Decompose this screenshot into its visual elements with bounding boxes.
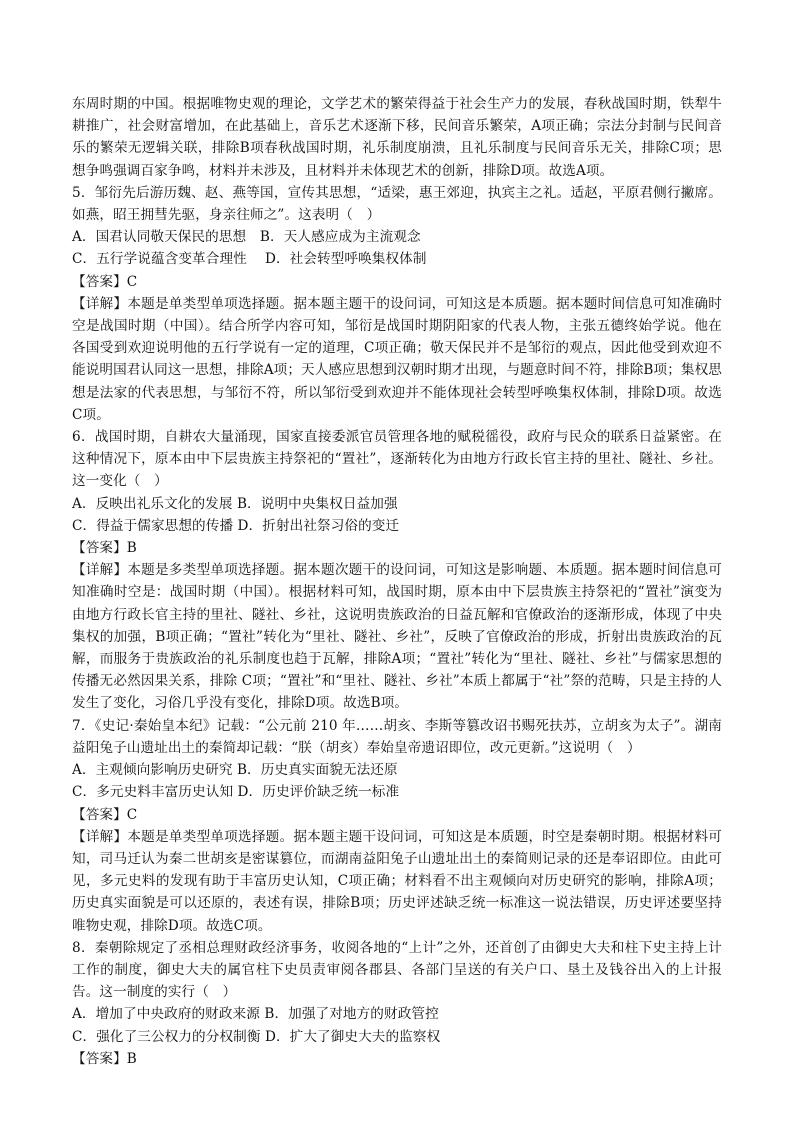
question-stem: 8．秦朝除规定了丞相总理财政经济事务，收阅各地的“上计”之外，还首创了由御史大夫和柱下史主持上计工作的制度，御史大夫的属官柱下史员责审阅各郡县、各部门呈送的有关户口、垦土及钱谷出入的上计报告。这一制度的实行（ ） (72, 939, 722, 1001)
option-row: A．反映出礼乐文化的发展 B．说明中央集权日益加强 (72, 495, 398, 512)
document-page (72, 93, 722, 1070)
detail-paragraph: 【详解】本题是多类型单项选择题。据本题次题干的设问词，可知这是影响题、本质题。据本题时间信息可知准确时空是：战国时期（中国）。根据材料可知，战国时期，原本由中下层贵族主持祭祀的“置社”演变为由地方行政长官主持的里社、隧社、乡社，这说明贵族政治的日益瓦解和官僚政治的逐渐形成，体现了中央集权的加强，B项正确；“置社”转化为“里社、隧社、乡社”，反映了官僚政治的形成，折射出贵族政治的瓦解，而服务于贵族政治的礼乐制度也趋于瓦解，排除A项；“置社”转化为“里社、隧社、乡社”与儒家思想的传播无必然因果关系，排除 C项；“置社”和“里社、隧社、乡社”本质上都属于“社”祭的范畴，只是主持的人发生了变化，习俗几乎没有变化，排除D项。故选B项。 (72, 562, 722, 712)
option-row: A．增加了中央政府的财政来源 B．加强了对地方的财政管控 (72, 1006, 439, 1023)
answer-label: 【答案】C (72, 273, 138, 290)
question-5 (72, 182, 722, 426)
question-stem: 5．邹衍先后游历魏、赵、燕等国，宣传其思想，“适梁，惠王郊迎，执宾主之礼。适赵，平原君侧行撇席。如燕，昭王拥彗先驱，身亲往师之”。这表明（ ） (72, 184, 722, 224)
question-stem: 7．《史记·秦始皇本纪》记载：“公元前 210 年……胡亥、李斯等篡改诏书赐死扶苏，立胡亥为太子”。湖南益阳兔子山遗址出土的秦简却记载：“朕（胡亥）奉始皇帝遗诏即位，改元更新。”这说明（ ） (72, 717, 722, 756)
option-row: A．国君认同敬天保民的思想 B．天人感应成为主流观念 (72, 229, 421, 246)
detail-paragraph: 【详解】本题是单类型单项选择题。据本题主题干设问词，可知这是本质题，时空是秦朝时期。根据材料可知，司马迁认为秦二世胡亥是密谋篡位，而湖南益阳兔子山遗址出土的秦简则记录的还是奉诏即位。由此可见，多元史料的发现有助于丰富历史认知，C项正确；材料看不出主观倾向对历史研究的影响，排除A项；历史真实面貌是可以还原的，表述有误，排除B项；历史评述缺乏统一标准这一说法错误，历史评述要坚持唯物史观，排除D项。故选C项。 (72, 828, 722, 934)
question-7 (72, 715, 722, 937)
question-8 (72, 937, 722, 1070)
intro-paragraph: 东周时期的中国。根据唯物史观的理论，文学艺术的繁荣得益于社会生产力的发展，春秋战国时期，铁犁牛耕推广，社会财富增加，在此基础上，音乐艺术逐渐下移，民间音乐繁荣，A项正确；宗法分封制与民间音乐的繁荣无逻辑关联，排除B项春秋战国时期，礼乐制度崩溃，且礼乐制度与民间音乐无关，排除C项；思想争鸣强调百家争鸣，材料并未涉及，且材料并未体现艺术的创新，排除D项。故选A项。 (72, 96, 722, 179)
answer-label: 【答案】B (72, 1050, 137, 1067)
detail-paragraph: 【详解】本题是单类型单项选择题。据本题主题干的设问词，可知这是本质题。据本题时间信息可知准确时空是战国时期（中国）。结合所学内容可知，邹衍是战国时期阴阳家的代表人物，主张五德终始学说。他在各国受到欢迎说明他的五行学说有一定的道理，C项正确；敬天保民并不是邹衍的观点，因此他受到欢迎不能说明国君认同这一思想，排除A项；天人感应思想到汉朝时期才出现，与题意时间不符，排除B项；集权思想是法家的代表思想，与邹衍不符，所以邹衍受到欢迎并不能体现社会转型呼唤集权体制，排除D项。故选C项。 (72, 295, 722, 423)
question-stem: 6．战国时期，自耕农大量涌现，国家直接委派官员管理各地的赋税徭役，政府与民众的联系日益紧密。在这种情况下，原本由中下层贵族主持祭祀的“置社”，逐渐转化为由地方行政长官主持的里社、隧社、乡社。这一变化（ ） (72, 429, 722, 490)
option-row: C．五行学说蕴含变革合理性 D．社会转型呼唤集权体制 (72, 251, 427, 268)
answer-label: 【答案】B (72, 540, 137, 557)
answer-label: 【答案】C (72, 806, 138, 823)
option-row: C．强化了三公权力的分权制衡 D．扩大了御史大夫的监察权 (72, 1028, 441, 1045)
option-row: C．得益于儒家思想的传播 D．折射出社祭习俗的变迁 (72, 517, 400, 534)
question-6 (72, 426, 722, 715)
option-row: A．主观倾向影响历史研究 B．历史真实面貌无法还原 (72, 762, 398, 779)
option-row: C．多元史料丰富历史认知 D．历史评价缺乏统一标准 (72, 784, 400, 801)
